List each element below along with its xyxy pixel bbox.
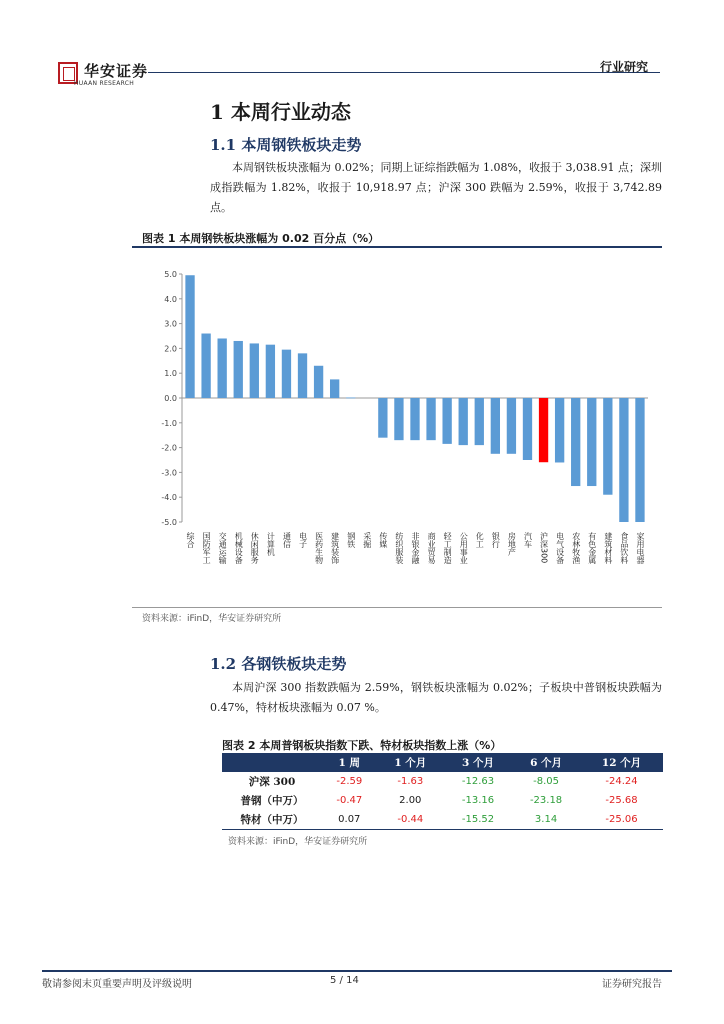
x-tick-label: 国防军工 [202,532,212,564]
table-row [222,772,663,791]
y-tick-label: -5.0 [161,518,177,527]
table-cell: -25.68 [605,795,638,806]
table-cell: -12.63 [461,776,495,787]
table-cell: 0.07 [322,810,377,830]
bar [410,398,419,440]
table-cell: -23.18 [529,795,563,806]
row-label: 特材（中万） [222,810,322,830]
header-category: 行业研究 [600,60,649,74]
bar [378,398,387,438]
x-tick-label: 医药生物 [314,532,324,564]
bar [185,275,194,398]
y-tick-label: -3.0 [161,468,177,478]
bar [201,334,210,398]
table-cell: -0.47 [336,795,363,806]
table-cell: -13.16 [461,795,495,806]
x-tick-label: 房地产 [507,532,517,556]
bar [459,398,468,445]
row-label: 普钢（中万） [240,795,304,807]
paragraph-1: 本周钢铁板块涨幅为 0.02%；同期上证综指跌幅为 1.08%，收报于 3,038.91 点；深圳成指跌幅为 1.82%，收报于 10,918.97 点；沪深 300 跌幅为 2.59%，收报于 3,742.89 点。 [210,161,662,214]
table-cell: -2.59 [336,776,363,787]
bar [250,343,259,398]
y-tick-label: 4.0 [164,294,177,304]
x-tick-label: 食品饮料 [619,532,629,564]
bar [330,379,339,398]
logo-subtitle: HUAAN RESEARCH [74,80,135,87]
table-cell: 2.00 [399,795,422,806]
table-header-cell: 1 周 [322,753,377,772]
y-tick-label: 3.0 [164,319,177,329]
table-row [222,810,663,830]
row-label: 沪深 300 [248,776,296,788]
x-tick-label: 轻工制造 [443,532,453,564]
table-cell: -24.24 [605,776,638,787]
paragraph-2: 本周沪深 300 指数跌幅为 2.59%，钢铁板块涨幅为 0.02%；子板块中普钢板块跌幅为 0.47%，特材板块涨幅为 0.07 %。 [210,681,662,714]
x-tick-label: 农林牧渔 [571,532,581,564]
x-tick-label: 电子 [298,532,308,548]
bar [555,398,564,462]
bar [218,338,227,398]
y-tick-label: 1.0 [164,369,177,379]
x-tick-label: 沪深300 [539,532,549,564]
x-tick-label: 休闲服务 [250,532,260,564]
table-cell: -1.63 [397,776,424,787]
table-header-cell [222,753,322,772]
x-tick-label: 公用事业 [459,532,469,564]
table-cell: -25.06 [580,810,663,830]
bar [523,398,532,460]
bar [635,398,644,522]
bar [619,398,628,522]
x-tick-label: 综合 [186,532,196,548]
table-header-cell: 1 个月 [377,753,444,772]
x-tick-label: 建筑材料 [603,532,613,564]
figure-1-bottom-rule [132,607,662,608]
x-tick-label: 非银金融 [411,532,420,564]
table-source: 资料来源：iFinD，华安证券研究所 [228,837,368,847]
table-cell: -8.05 [533,776,559,787]
x-tick-label: 建筑装饰 [330,532,340,564]
x-tick-label: 商业贸易 [427,532,437,564]
bar [266,345,275,398]
x-tick-label: 银行 [491,532,501,548]
page-number: 5 / 14 [330,975,359,986]
bar [282,350,291,398]
x-tick-label: 汽车 [523,532,533,548]
bar [426,398,435,440]
table-title: 图表 2 本周普钢板块指数下跌、特材板块指数上涨（%） [222,739,502,752]
x-tick-label: 家用电器 [635,532,645,564]
x-tick-label: 电气设备 [555,532,565,564]
bar [346,398,355,399]
x-tick-label: 纺织服装 [394,532,404,564]
table-header-cell: 3 个月 [444,753,512,772]
y-tick-label: 0.0 [164,394,177,403]
y-tick-label: -2.0 [161,443,177,453]
bar [442,398,451,444]
figure-1-top-rule [132,246,662,248]
bar [234,341,243,398]
bar [587,398,596,486]
x-tick-label: 机械设备 [234,532,244,564]
bar [603,398,612,495]
bar [507,398,516,454]
header-divider [148,72,660,73]
table-header-cell: 6 个月 [512,753,580,772]
bar [314,366,323,398]
x-tick-label: 通信 [282,532,292,548]
table-header-cell: 12 个月 [580,753,663,772]
y-tick-label: -1.0 [161,418,177,428]
bar [475,398,484,445]
x-tick-label: 采掘 [362,532,372,548]
y-tick-label: 5.0 [164,270,177,279]
x-tick-label: 钢铁 [346,532,356,548]
figure-1-source: 资料来源：iFinD，华安证券研究所 [142,614,282,624]
subsection-title-1: 1.1 本周钢铁板块走势 [210,136,362,154]
bar [491,398,500,454]
table-cell: -15.52 [444,810,512,830]
bar [539,398,548,462]
bar [571,398,580,486]
bar-chart [132,252,662,532]
table-cell: 3.14 [512,810,580,830]
performance-table [222,753,663,830]
footer-report-type: 证券研究报告 [602,979,662,990]
section-title: 1 本周行业动态 [210,100,351,124]
x-tick-label: 有色金属 [587,532,597,564]
footer-divider [42,970,672,972]
x-tick-label: 传媒 [378,532,388,548]
y-tick-label: -4.0 [161,493,177,503]
x-tick-label: 交通运输 [218,532,228,564]
table-header-row [222,753,663,772]
table-cell: -0.44 [377,810,444,830]
logo-text: 华安证券 [84,62,149,80]
bar [298,353,307,398]
y-tick-label: 2.0 [164,344,177,354]
x-tick-label: 计算机 [266,532,276,556]
footer-disclaimer: 敬请参阅末页重要声明及评级说明 [42,979,192,990]
figure-1-title: 图表 1 本周钢铁板块涨幅为 0.02 百分点（%） [142,232,380,245]
table-row [222,791,663,810]
subsection-title-2: 1.2 各钢铁板块走势 [210,655,347,673]
x-tick-label: 化工 [475,532,485,548]
bar [394,398,403,440]
